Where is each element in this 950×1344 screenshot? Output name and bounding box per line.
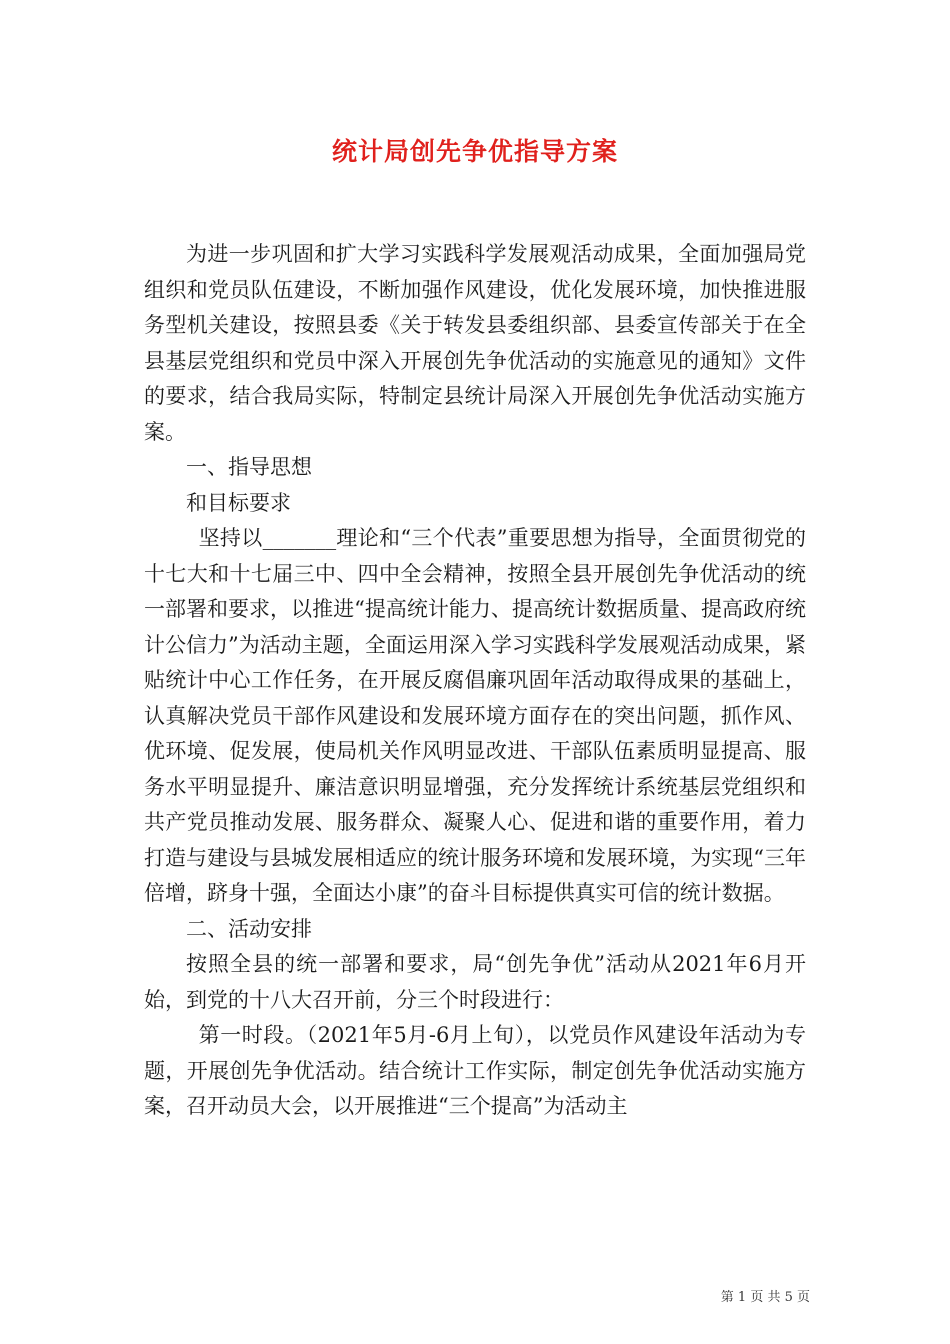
document-title: 统计局创先争优指导方案	[331, 137, 618, 166]
paragraph-arrangement: 按照全县的统一部署和要求，局“创先争优”活动从2021年6月开始，到党的十八大召开前，分三个时段进行：	[144, 952, 806, 1012]
page-number-footer: 第 1 页 共 5 页	[720, 1290, 810, 1305]
paragraph-guiding-content: 坚持以_______理论和“三个代表”重要思想为指导，全面贯彻党的十七大和十七届三中、四中全会精神，按照全县开展创先争优活动的统一部署和要求，以推进“提高统计能力、提高统计数据质量、提高政府统计公信力”为活动主题，全面运用深入学习实践科学发展观活动成果，紧贴统计中心工作任务，在开展反腐倡廉巩固年活动取得成果的基础上，认真解决党员干部作风建设和发展环境方面存在的突出问题，抓作风、优环境、促发展，使局机关作风明显改进、干部队伍素质明显提高、服务水平明显提升、廉洁意识明显增强，充分发挥统计系统基层党组织和共产党员推动发展、服务群众、凝聚人心、促进和谐的重要作用，着力打造与建设与县城发展相适应的统计服务环境和发展环境，为实现“三年倍增，跻身十强，全面达小康”的奋斗目标提供真实可信的统计数据。	[144, 526, 806, 905]
paragraph-first-phase: 第一时段。（2021年5月-6月上旬），以党员作风建设年活动为专题，开展创先争优活动。结合统计工作实际，制定创先争优活动实施方案，召开动员大会，以开展推进“三个提高”为活动主	[144, 1023, 806, 1118]
section-heading-guiding-ideology: 一、指导思想	[186, 455, 312, 479]
document-body	[144, 237, 806, 1125]
paragraph-intro: 为进一步巩固和扩大学习实践科学发展观活动成果，全面加强局党组织和党员队伍建设，不断加强作风建设，优化发展环境，加快推进服务型机关建设，按照县委《关于转发县委组织部、县委宣传部关于在全县基层党组织和党员中深入开展创先争优活动的实施意见的通知》文件的要求，结合我局实际，特制定县统计局深入开展创先争优活动实施方案。	[144, 242, 806, 444]
section-heading-activity-arrangement: 二、活动安排	[186, 916, 312, 941]
section-heading-goals: 和目标要求	[186, 490, 291, 515]
